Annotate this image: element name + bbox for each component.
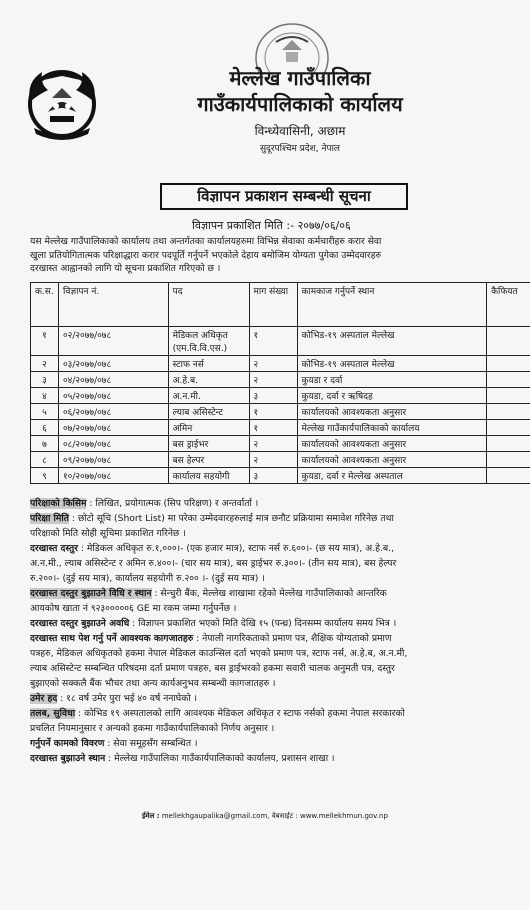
cell-remark — [487, 356, 530, 372]
salary-value: : कोभिड १९ अस्पतालको लागि आवश्यक मेडिकल अधिकृत र स्टाफ नर्सको हकमा नेपाल सरकारको — [75, 708, 405, 719]
table-row — [31, 420, 530, 436]
cell-adv-no: १०/२०७७/०७८ — [58, 468, 168, 484]
office-address: विन्ध्येवासिनी, अछाम — [254, 124, 346, 138]
submit-label: दरखास्त बुझाउने स्थान — [30, 753, 106, 764]
website-label: , वेबसाईट : — [267, 812, 298, 820]
cell-place: कार्यालयको आवश्यकता अनुसार — [297, 436, 487, 452]
col-header-remark: कैफियत — [487, 283, 530, 327]
notice-details — [30, 497, 530, 767]
work-value: : सेवा समूहसँग सम्बन्धित । — [104, 738, 198, 749]
cell-adv-no: ०८/२०७७/०७८ — [58, 436, 168, 452]
cell-place: कुयडा, दर्वा र मेल्लेख अस्पताल — [297, 468, 487, 484]
exam-type-line — [30, 497, 530, 511]
notice-title: विज्ञापन प्रकाशन सम्बन्धी सूचना — [160, 183, 408, 210]
cell-remark — [487, 388, 530, 404]
cell-sn: १ — [31, 327, 59, 356]
cell-count: २ — [249, 372, 297, 388]
cell-adv-no: ०६/२०७७/०७८ — [58, 404, 168, 420]
cell-remark — [487, 327, 530, 356]
table-row — [31, 327, 530, 356]
age-value: : १८ वर्ष उमेर पुरा भई ४० वर्ष ननाघेको । — [57, 693, 198, 704]
cell-remark — [487, 436, 530, 452]
cell-sn: २ — [31, 356, 59, 372]
intro-line: दरखास्त आह्वानको लागि यो सूचना प्रकाशित गरिएको छ । — [30, 263, 221, 274]
col-header-place: कामकाज गर्नुपर्ने स्थान — [297, 283, 487, 327]
cell-remark — [487, 372, 530, 388]
work-label: गर्नुपर्ने कामको विवरण — [30, 738, 105, 749]
cell-place: कोभिड-१९ अस्पताल मेल्लेख — [297, 327, 487, 356]
cell-count: १ — [249, 404, 297, 420]
cell-remark — [487, 420, 530, 436]
cell-place: मेल्लेख गाउँकार्यपालिकाको कार्यालय — [297, 420, 487, 436]
cell-post: बस हेल्पर — [168, 452, 249, 468]
cell-place: कुयडा, दर्वा र ऋषिदह — [297, 388, 487, 404]
exam-type-label: परिक्षाको किसिम — [30, 498, 87, 509]
cell-adv-no: ०५/२०७७/०७८ — [58, 388, 168, 404]
submit-value: : मेल्लेख गाउँपालिका गाउँकार्यपालिकाको कार्यालय, प्रशासन शाखा । — [105, 753, 335, 764]
cell-sn: ८ — [31, 452, 59, 468]
fee-line — [30, 542, 530, 556]
exam-date-line: परिक्षाको मिति सोही सूचिमा प्रकाशित गरिनेछ । — [30, 528, 186, 539]
published-date: विज्ञापन प्रकाशित मिति :- २०७७/०६/०६ — [192, 219, 351, 232]
exam-type-value: : लिखित, प्रयोगात्मक (सिप परिक्षण) र अन्तर्वार्ता । — [86, 498, 259, 509]
exam-date-label: परिक्षा मिति — [30, 513, 70, 524]
cell-sn: ९ — [31, 468, 59, 484]
table-row — [31, 372, 530, 388]
docs-line — [30, 632, 530, 646]
cell-count: २ — [249, 436, 297, 452]
vacancy-table — [30, 282, 530, 484]
cell-adv-no: ०९/२०७७/०७८ — [58, 452, 168, 468]
office-name: गाउँकार्यपालिकाको कार्यालय — [197, 92, 403, 116]
fee-label: दरखास्त दस्तुर — [30, 543, 78, 554]
fee-line: अ.न.मी., ल्याब असिस्टेन्ट र अमिन रु.४००।- (चार सय मात्र), बस ड्राईभर रु.३००।- (तीन सय मात्र), बस हेल्पर — [30, 558, 397, 569]
col-header-post: पद — [168, 283, 249, 327]
cell-place: कार्यालयको आवश्यकता अनुसार — [297, 404, 487, 420]
website-link[interactable]: www.mellekhmun.gov.np — [299, 812, 388, 820]
cell-adv-no: ०७/२०७७/०७८ — [58, 420, 168, 436]
col-header-count — [249, 283, 297, 327]
docs-line: ल्याब असिस्टेन्ट सम्बन्धित परिषदमा दर्ता प्रमाण पत्रहरु, बस ड्राईभरको हकमा सवारी चालक अनुमती पत्र, दस्तुर — [30, 663, 395, 674]
cell-sn: ६ — [31, 420, 59, 436]
cell-post-line: मेडिकल अधिकृत — [172, 331, 228, 341]
age-label: उमेर हद — [30, 693, 58, 704]
email-label: ईमेल : — [142, 812, 160, 820]
table-row — [31, 404, 530, 420]
table-header-row — [31, 283, 530, 327]
fee-method-label: दरखास्त दस्तुर बुझाउने विधि र स्थान — [30, 588, 152, 599]
fee-method-line: आयकोष खाता नं ९२३०००००६ GE मा रकम जम्मा गर्नुपर्नेछ । — [30, 603, 237, 614]
cell-count: १ — [249, 420, 297, 436]
cell-post: ल्याब असिस्टेन्ट — [168, 404, 249, 420]
cell-post-line: (एम.वि.वि.एस.) — [172, 344, 228, 354]
cell-post — [168, 327, 249, 356]
contact-footer — [142, 812, 388, 821]
submit-line — [30, 752, 530, 766]
table-row — [31, 436, 530, 452]
cell-adv-no: ०४/२०७७/०७८ — [58, 372, 168, 388]
fee-method-line — [30, 587, 530, 601]
email-link[interactable]: mellekhgaupalika@gmail.com — [161, 812, 268, 820]
cell-sn: ५ — [31, 404, 59, 420]
deadline-value: : विज्ञापन प्रकाशित भएको मिति देखि १५ (पन्ध्र) दिनसम्म कार्यालय समय भित्र । — [129, 618, 397, 629]
deadline-line — [30, 617, 530, 631]
docs-line: बुझाएको सक्कलै बैंक भौचर तथा अन्य कार्यअनुभव सम्बन्धी कागजातहरु । — [30, 678, 276, 689]
cell-count: ३ — [249, 388, 297, 404]
cell-count: ३ — [249, 468, 297, 484]
docs-value: : नेपाली नागरिकताको प्रमाण पत्र, शैक्षिक योग्यताको प्रमाण — [193, 633, 392, 644]
col-header-adv-no: विज्ञापन नं. — [58, 283, 168, 327]
table-row — [31, 468, 530, 484]
cell-adv-no: ०२/२०७७/०७८ — [58, 327, 168, 356]
cell-post: अमिन — [168, 420, 249, 436]
salary-label: तलब, सुविधा — [30, 708, 76, 719]
table-row — [31, 356, 530, 372]
cell-sn: ३ — [31, 372, 59, 388]
cell-place: कार्यालयको आवश्यकता अनुसार — [297, 452, 487, 468]
salary-line: प्रचलित नियमानुसार र अन्यको हकमा गाउँकार्यपालिकाको निर्णय अनुसार । — [30, 723, 275, 734]
cell-sn: ७ — [31, 436, 59, 452]
cell-remark — [487, 404, 530, 420]
col-header-sn: क.स. — [31, 283, 59, 327]
cell-remark — [487, 452, 530, 468]
cell-adv-no: ०३/२०७७/०७८ — [58, 356, 168, 372]
cell-post: अ.हे.ब. — [168, 372, 249, 388]
table-row — [31, 452, 530, 468]
intro-paragraph — [30, 235, 530, 276]
age-line — [30, 692, 530, 706]
cell-place: कुयडा र दर्वा — [297, 372, 487, 388]
cell-sn: ४ — [31, 388, 59, 404]
cell-post: अ.न.मी. — [168, 388, 249, 404]
cell-count: २ — [249, 356, 297, 372]
intro-line: यस मेल्लेख गाउँपालिकाको कार्यालय तथा अन्तर्गतका कार्यालयहरुमा विभिन्न सेवाका कर्मचारीहरु करार सेवा — [30, 236, 382, 247]
cell-place: कोभिड-१९ अस्पताल मेल्लेख — [297, 356, 487, 372]
deadline-label: दरखास्त दस्तुर बुझाउने अवधि — [30, 618, 130, 629]
docs-label: दरखास्त साथ पेश गर्नु पर्ने आवश्यक कागजातहरु — [30, 633, 194, 644]
intro-line: खुला प्रतियोगितात्मक परिक्षाद्धारा करार पदपूर्ति गर्नुपर्ने भएकोले देहाय बमोजिम योग्यता पुगेका उम्मेदवारहरु — [30, 249, 382, 261]
cell-remark — [487, 468, 530, 484]
col-header-count-label: माग संख्या — [253, 287, 289, 297]
fee-method-value: : सेन्चुरी बैंक, मेल्लेख शाखामा रहेको मेल्लेख गाउँपालिकाको आन्तरिक — [151, 588, 387, 599]
nepal-emblem-icon — [22, 62, 102, 144]
cell-count: २ — [249, 452, 297, 468]
cell-post: बस ड्राईभर — [168, 436, 249, 452]
exam-date-line — [30, 512, 530, 526]
office-province: सुदूरपश्चिम प्रदेश, नेपाल — [259, 144, 341, 154]
fee-line: रु.२००।- (दुई सय मात्र), कार्यालय सहयोगी रु.२०० ।- (दुई सय मात्र) । — [30, 573, 265, 584]
exam-date-value: : छोटो सूचि (Short List) मा परेका उम्मेदवारहरुलाई मात्र छनौट प्रक्रियामा समावेश गरिनेछ तथा — [69, 513, 394, 524]
org-name: मेल्लेख गाउँपालिका — [229, 66, 371, 90]
cell-post: कार्यालय सहयोगी — [168, 468, 249, 484]
cell-count: १ — [249, 327, 297, 356]
cell-post: स्टाफ नर्स — [168, 356, 249, 372]
work-line — [30, 737, 530, 751]
fee-value: : मेडिकल अधिकृत रु.१,०००।- (एक हजार मात्र), स्टाफ नर्स रु.६००।- (छ सय मात्र), अ.हे.ब., — [78, 543, 395, 554]
docs-line: पत्रहरु, मेडिकल अधिकृतको हकमा नेपाल मेडिकल काउन्सिल दर्ता भएको प्रमाण पत्र, स्टाफ नर्स, अ.हे.ब, अ.न.मी, — [30, 648, 408, 659]
table-row — [31, 388, 530, 404]
salary-line — [30, 707, 530, 721]
